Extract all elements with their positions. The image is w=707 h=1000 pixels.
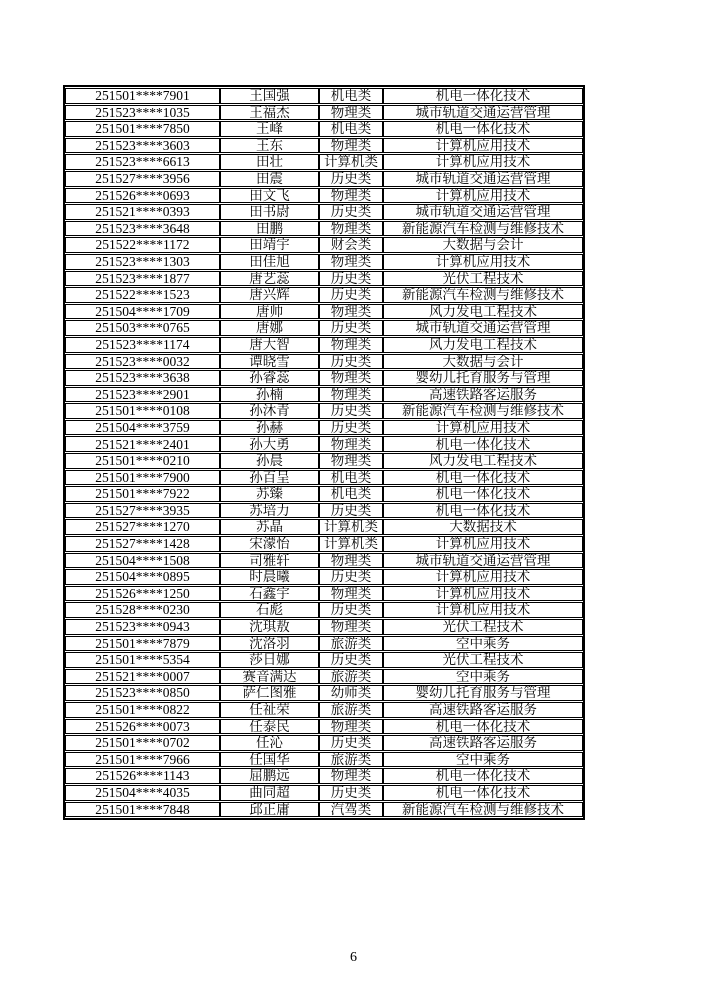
cell-subject-category: 物理类 xyxy=(319,304,383,320)
roster-row xyxy=(65,171,583,187)
cell-candidate-name: 田文飞 xyxy=(220,188,319,204)
cell-candidate-id: 251521****0007 xyxy=(65,669,220,685)
cell-admitted-major: 新能源汽车检测与维修技术 xyxy=(383,287,583,303)
roster-row xyxy=(65,569,583,585)
cell-admitted-major: 机电一体化技术 xyxy=(383,768,583,784)
cell-subject-category: 历史类 xyxy=(319,287,383,303)
cell-candidate-name: 石彪 xyxy=(220,602,319,618)
cell-candidate-name: 唐兴辉 xyxy=(220,287,319,303)
cell-candidate-id: 251504****1508 xyxy=(65,553,220,569)
cell-subject-category: 历史类 xyxy=(319,403,383,419)
cell-candidate-name: 任国华 xyxy=(220,752,319,768)
cell-subject-category: 旅游类 xyxy=(319,702,383,718)
cell-admitted-major: 高速铁路客运服务 xyxy=(383,702,583,718)
cell-candidate-id: 251527****1428 xyxy=(65,536,220,552)
cell-candidate-id: 251523****6613 xyxy=(65,154,220,170)
cell-candidate-name: 莎日娜 xyxy=(220,652,319,668)
cell-subject-category: 旅游类 xyxy=(319,752,383,768)
cell-subject-category: 历史类 xyxy=(319,735,383,751)
cell-subject-category: 计算机类 xyxy=(319,154,383,170)
roster-row xyxy=(65,719,583,735)
cell-admitted-major: 计算机应用技术 xyxy=(383,138,583,154)
cell-candidate-id: 251501****0210 xyxy=(65,453,220,469)
cell-admitted-major: 城市轨道交通运营管理 xyxy=(383,105,583,121)
roster-row xyxy=(65,403,583,419)
cell-candidate-name: 孙晨 xyxy=(220,453,319,469)
cell-candidate-name: 苏晶 xyxy=(220,519,319,535)
cell-candidate-id: 251501****0822 xyxy=(65,702,220,718)
cell-candidate-name: 唐艺蕊 xyxy=(220,271,319,287)
roster-row xyxy=(65,652,583,668)
cell-subject-category: 机电类 xyxy=(319,486,383,502)
cell-admitted-major: 空中乘务 xyxy=(383,669,583,685)
roster-row xyxy=(65,420,583,436)
cell-candidate-name: 孙百呈 xyxy=(220,470,319,486)
cell-subject-category: 历史类 xyxy=(319,171,383,187)
cell-candidate-id: 251501****7901 xyxy=(65,88,220,104)
roster-row xyxy=(65,138,583,154)
roster-row xyxy=(65,204,583,220)
cell-admitted-major: 新能源汽车检测与维修技术 xyxy=(383,403,583,419)
cell-candidate-id: 251528****0230 xyxy=(65,602,220,618)
cell-candidate-id: 251527****1270 xyxy=(65,519,220,535)
cell-candidate-name: 孙楠 xyxy=(220,387,319,403)
cell-candidate-name: 司雅轩 xyxy=(220,553,319,569)
roster-row xyxy=(65,105,583,121)
roster-row xyxy=(65,785,583,801)
cell-admitted-major: 高速铁路客运服务 xyxy=(383,387,583,403)
cell-candidate-id: 251523****1035 xyxy=(65,105,220,121)
cell-admitted-major: 机电一体化技术 xyxy=(383,486,583,502)
cell-subject-category: 计算机类 xyxy=(319,536,383,552)
cell-admitted-major: 计算机应用技术 xyxy=(383,536,583,552)
roster-row xyxy=(65,752,583,768)
roster-row xyxy=(65,702,583,718)
cell-admitted-major: 机电一体化技术 xyxy=(383,785,583,801)
roster-table-body xyxy=(65,88,583,817)
cell-candidate-id: 251504****1709 xyxy=(65,304,220,320)
roster-row xyxy=(65,88,583,104)
cell-admitted-major: 城市轨道交通运营管理 xyxy=(383,553,583,569)
cell-admitted-major: 新能源汽车检测与维修技术 xyxy=(383,802,583,818)
roster-row xyxy=(65,320,583,336)
cell-candidate-name: 苏培力 xyxy=(220,503,319,519)
cell-candidate-name: 王国强 xyxy=(220,88,319,104)
cell-candidate-name: 谭晓雪 xyxy=(220,354,319,370)
cell-candidate-id: 251504****3759 xyxy=(65,420,220,436)
cell-candidate-name: 任沁 xyxy=(220,735,319,751)
cell-subject-category: 旅游类 xyxy=(319,636,383,652)
cell-candidate-name: 田书尉 xyxy=(220,204,319,220)
cell-subject-category: 物理类 xyxy=(319,619,383,635)
roster-row xyxy=(65,802,583,818)
cell-subject-category: 物理类 xyxy=(319,453,383,469)
cell-candidate-name: 苏臻 xyxy=(220,486,319,502)
cell-admitted-major: 婴幼儿托育服务与管理 xyxy=(383,685,583,701)
roster-row xyxy=(65,503,583,519)
cell-candidate-id: 251523****0943 xyxy=(65,619,220,635)
cell-candidate-id: 251527****3956 xyxy=(65,171,220,187)
roster-row xyxy=(65,669,583,685)
cell-admitted-major: 新能源汽车检测与维修技术 xyxy=(383,221,583,237)
cell-subject-category: 物理类 xyxy=(319,436,383,452)
cell-candidate-id: 251501****0108 xyxy=(65,403,220,419)
roster-row xyxy=(65,387,583,403)
roster-row xyxy=(65,287,583,303)
roster-row xyxy=(65,486,583,502)
cell-candidate-id: 251523****1303 xyxy=(65,254,220,270)
cell-candidate-id: 251526****1143 xyxy=(65,768,220,784)
cell-admitted-major: 机电一体化技术 xyxy=(383,121,583,137)
cell-candidate-name: 唐大智 xyxy=(220,337,319,353)
cell-candidate-name: 沈洛羽 xyxy=(220,636,319,652)
cell-candidate-id: 251522****1523 xyxy=(65,287,220,303)
roster-row xyxy=(65,154,583,170)
cell-subject-category: 幼师类 xyxy=(319,685,383,701)
cell-subject-category: 物理类 xyxy=(319,553,383,569)
cell-candidate-id: 251501****0702 xyxy=(65,735,220,751)
cell-subject-category: 物理类 xyxy=(319,337,383,353)
cell-candidate-id: 251501****7850 xyxy=(65,121,220,137)
cell-candidate-id: 251504****4035 xyxy=(65,785,220,801)
cell-candidate-id: 251523****2901 xyxy=(65,387,220,403)
cell-candidate-id: 251523****3603 xyxy=(65,138,220,154)
cell-admitted-major: 计算机应用技术 xyxy=(383,154,583,170)
cell-admitted-major: 机电一体化技术 xyxy=(383,470,583,486)
cell-candidate-name: 孙睿蕊 xyxy=(220,370,319,386)
cell-subject-category: 历史类 xyxy=(319,271,383,287)
cell-subject-category: 财会类 xyxy=(319,237,383,253)
cell-admitted-major: 计算机应用技术 xyxy=(383,586,583,602)
cell-admitted-major: 婴幼儿托育服务与管理 xyxy=(383,370,583,386)
cell-candidate-name: 唐娜 xyxy=(220,320,319,336)
cell-admitted-major: 大数据与会计 xyxy=(383,237,583,253)
cell-candidate-name: 石鑫宇 xyxy=(220,586,319,602)
roster-row xyxy=(65,619,583,635)
cell-admitted-major: 计算机应用技术 xyxy=(383,254,583,270)
roster-row xyxy=(65,237,583,253)
cell-subject-category: 物理类 xyxy=(319,586,383,602)
cell-subject-category: 机电类 xyxy=(319,470,383,486)
cell-candidate-id: 251526****1250 xyxy=(65,586,220,602)
roster-row xyxy=(65,436,583,452)
cell-candidate-name: 田壮 xyxy=(220,154,319,170)
cell-candidate-id: 251501****7879 xyxy=(65,636,220,652)
cell-candidate-id: 251522****1172 xyxy=(65,237,220,253)
cell-admitted-major: 城市轨道交通运营管理 xyxy=(383,171,583,187)
roster-row xyxy=(65,470,583,486)
cell-admitted-major: 风力发电工程技术 xyxy=(383,304,583,320)
cell-candidate-id: 251526****0073 xyxy=(65,719,220,735)
cell-admitted-major: 风力发电工程技术 xyxy=(383,337,583,353)
cell-subject-category: 历史类 xyxy=(319,204,383,220)
cell-candidate-name: 屈鹏远 xyxy=(220,768,319,784)
cell-candidate-name: 孙大勇 xyxy=(220,436,319,452)
cell-subject-category: 机电类 xyxy=(319,121,383,137)
cell-admitted-major: 光伏工程技术 xyxy=(383,652,583,668)
cell-subject-category: 物理类 xyxy=(319,221,383,237)
roster-row xyxy=(65,370,583,386)
cell-candidate-id: 251523****0032 xyxy=(65,354,220,370)
cell-candidate-name: 邱正庸 xyxy=(220,802,319,818)
cell-candidate-name: 王峰 xyxy=(220,121,319,137)
cell-candidate-name: 王福杰 xyxy=(220,105,319,121)
cell-subject-category: 物理类 xyxy=(319,719,383,735)
cell-admitted-major: 空中乘务 xyxy=(383,636,583,652)
cell-subject-category: 历史类 xyxy=(319,503,383,519)
cell-subject-category: 历史类 xyxy=(319,652,383,668)
cell-admitted-major: 机电一体化技术 xyxy=(383,88,583,104)
cell-candidate-id: 251527****3935 xyxy=(65,503,220,519)
cell-admitted-major: 计算机应用技术 xyxy=(383,188,583,204)
cell-candidate-id: 251501****7922 xyxy=(65,486,220,502)
roster-row xyxy=(65,354,583,370)
cell-candidate-id: 251521****0393 xyxy=(65,204,220,220)
cell-subject-category: 历史类 xyxy=(319,602,383,618)
admission-roster-table xyxy=(63,85,585,820)
cell-candidate-name: 田靖宇 xyxy=(220,237,319,253)
cell-candidate-name: 时晨曦 xyxy=(220,569,319,585)
cell-subject-category: 物理类 xyxy=(319,105,383,121)
cell-candidate-id: 251523****0850 xyxy=(65,685,220,701)
cell-admitted-major: 风力发电工程技术 xyxy=(383,453,583,469)
cell-candidate-name: 萨仁图雅 xyxy=(220,685,319,701)
cell-candidate-name: 孙赫 xyxy=(220,420,319,436)
cell-candidate-name: 宋濛怡 xyxy=(220,536,319,552)
cell-admitted-major: 计算机应用技术 xyxy=(383,602,583,618)
cell-admitted-major: 城市轨道交通运营管理 xyxy=(383,204,583,220)
cell-candidate-id: 251501****7848 xyxy=(65,802,220,818)
cell-admitted-major: 城市轨道交通运营管理 xyxy=(383,320,583,336)
cell-subject-category: 历史类 xyxy=(319,354,383,370)
cell-candidate-name: 田鹏 xyxy=(220,221,319,237)
cell-subject-category: 计算机类 xyxy=(319,519,383,535)
roster-row xyxy=(65,221,583,237)
cell-candidate-id: 251503****0765 xyxy=(65,320,220,336)
cell-subject-category: 物理类 xyxy=(319,254,383,270)
cell-admitted-major: 机电一体化技术 xyxy=(383,436,583,452)
cell-candidate-id: 251501****7966 xyxy=(65,752,220,768)
cell-candidate-name: 王东 xyxy=(220,138,319,154)
cell-admitted-major: 机电一体化技术 xyxy=(383,719,583,735)
cell-candidate-id: 251501****5354 xyxy=(65,652,220,668)
cell-candidate-id: 251526****0693 xyxy=(65,188,220,204)
roster-row xyxy=(65,304,583,320)
cell-admitted-major: 光伏工程技术 xyxy=(383,619,583,635)
cell-subject-category: 机电类 xyxy=(319,88,383,104)
cell-candidate-name: 赛音满达 xyxy=(220,669,319,685)
cell-candidate-name: 任泰民 xyxy=(220,719,319,735)
cell-subject-category: 历史类 xyxy=(319,420,383,436)
cell-admitted-major: 计算机应用技术 xyxy=(383,420,583,436)
roster-row xyxy=(65,768,583,784)
roster-row xyxy=(65,337,583,353)
cell-subject-category: 旅游类 xyxy=(319,669,383,685)
cell-admitted-major: 高速铁路客运服务 xyxy=(383,735,583,751)
cell-subject-category: 历史类 xyxy=(319,320,383,336)
cell-subject-category: 历史类 xyxy=(319,569,383,585)
cell-subject-category: 物理类 xyxy=(319,138,383,154)
roster-row xyxy=(65,453,583,469)
cell-admitted-major: 空中乘务 xyxy=(383,752,583,768)
cell-candidate-id: 251523****1174 xyxy=(65,337,220,353)
roster-row xyxy=(65,271,583,287)
cell-admitted-major: 大数据与会计 xyxy=(383,354,583,370)
cell-subject-category: 物理类 xyxy=(319,387,383,403)
cell-candidate-id: 251523****1877 xyxy=(65,271,220,287)
roster-row xyxy=(65,254,583,270)
cell-candidate-id: 251504****0895 xyxy=(65,569,220,585)
cell-candidate-id: 251521****2401 xyxy=(65,436,220,452)
cell-candidate-name: 孙沐青 xyxy=(220,403,319,419)
roster-row xyxy=(65,536,583,552)
cell-candidate-name: 田佳旭 xyxy=(220,254,319,270)
roster-row xyxy=(65,519,583,535)
roster-row xyxy=(65,636,583,652)
roster-row xyxy=(65,586,583,602)
cell-candidate-name: 唐帅 xyxy=(220,304,319,320)
roster-row xyxy=(65,121,583,137)
cell-admitted-major: 机电一体化技术 xyxy=(383,503,583,519)
roster-row xyxy=(65,735,583,751)
cell-candidate-name: 田震 xyxy=(220,171,319,187)
cell-subject-category: 物理类 xyxy=(319,768,383,784)
cell-subject-category: 历史类 xyxy=(319,785,383,801)
cell-subject-category: 汽驾类 xyxy=(319,802,383,818)
roster-row xyxy=(65,685,583,701)
cell-candidate-id: 251523****3638 xyxy=(65,370,220,386)
cell-candidate-name: 沈琪敖 xyxy=(220,619,319,635)
cell-admitted-major: 计算机应用技术 xyxy=(383,569,583,585)
roster-row xyxy=(65,602,583,618)
cell-candidate-id: 251523****3648 xyxy=(65,221,220,237)
cell-admitted-major: 大数据技术 xyxy=(383,519,583,535)
cell-candidate-name: 任祉荣 xyxy=(220,702,319,718)
roster-row xyxy=(65,553,583,569)
roster-row xyxy=(65,188,583,204)
cell-candidate-name: 曲同超 xyxy=(220,785,319,801)
cell-subject-category: 物理类 xyxy=(319,188,383,204)
cell-admitted-major: 光伏工程技术 xyxy=(383,271,583,287)
page-number: 6 xyxy=(350,950,357,965)
cell-subject-category: 物理类 xyxy=(319,370,383,386)
cell-candidate-id: 251501****7900 xyxy=(65,470,220,486)
